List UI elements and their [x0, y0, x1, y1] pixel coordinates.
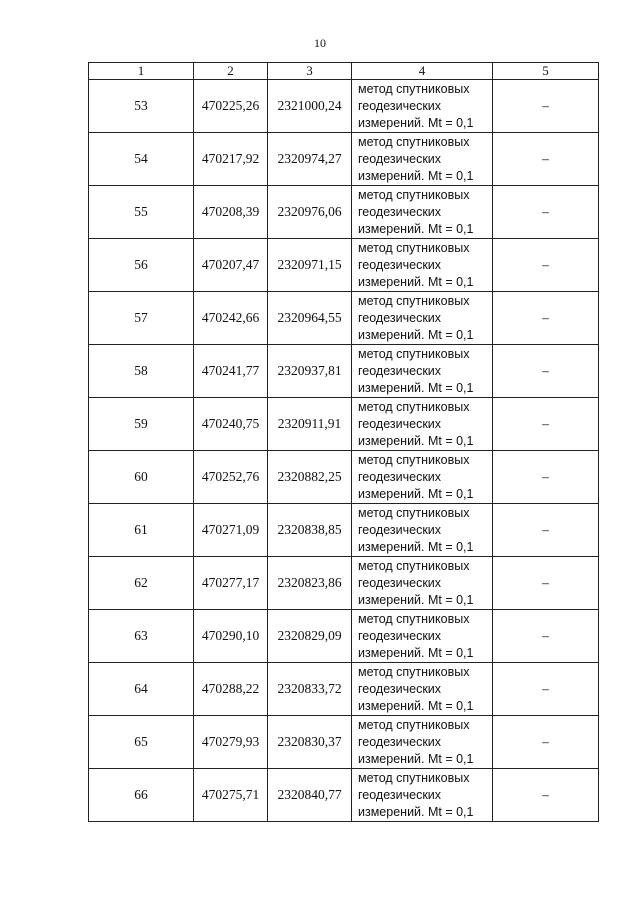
- y-coordinate-cell: 2320974,27: [268, 133, 352, 186]
- point-number-cell: 62: [89, 557, 194, 610]
- x-coordinate-cell: 470290,10: [194, 610, 268, 663]
- method-cell: метод спутниковых геодезических измерений. Mt = 0,1: [352, 80, 493, 133]
- table-row: [89, 398, 599, 451]
- table-row: [89, 451, 599, 504]
- method-cell: метод спутниковых геодезических измерений. Mt = 0,1: [352, 504, 493, 557]
- table-row: [89, 133, 599, 186]
- note-cell: –: [493, 345, 599, 398]
- note-cell: –: [493, 769, 599, 822]
- point-number-cell: 58: [89, 345, 194, 398]
- method-cell: метод спутниковых геодезических измерений. Mt = 0,1: [352, 716, 493, 769]
- column-header-4: 4: [352, 63, 493, 80]
- column-header-3: 3: [268, 63, 352, 80]
- y-coordinate-cell: 2320971,15: [268, 239, 352, 292]
- table-row: [89, 186, 599, 239]
- x-coordinate-cell: 470288,22: [194, 663, 268, 716]
- table-row: [89, 663, 599, 716]
- point-number-cell: 63: [89, 610, 194, 663]
- y-coordinate-cell: 2320840,77: [268, 769, 352, 822]
- note-cell: –: [493, 663, 599, 716]
- y-coordinate-cell: 2320838,85: [268, 504, 352, 557]
- x-coordinate-cell: 470279,93: [194, 716, 268, 769]
- table-header: [89, 63, 599, 80]
- method-cell: метод спутниковых геодезических измерений. Mt = 0,1: [352, 557, 493, 610]
- table-row: [89, 557, 599, 610]
- y-coordinate-cell: 2320911,91: [268, 398, 352, 451]
- x-coordinate-cell: 470240,75: [194, 398, 268, 451]
- y-coordinate-cell: 2320833,72: [268, 663, 352, 716]
- point-number-cell: 65: [89, 716, 194, 769]
- point-number-cell: 59: [89, 398, 194, 451]
- column-header-2: 2: [194, 63, 268, 80]
- note-cell: –: [493, 610, 599, 663]
- table-row: [89, 716, 599, 769]
- x-coordinate-cell: 470208,39: [194, 186, 268, 239]
- method-cell: метод спутниковых геодезических измерений. Mt = 0,1: [352, 186, 493, 239]
- note-cell: –: [493, 80, 599, 133]
- table-row: [89, 504, 599, 557]
- method-cell: метод спутниковых геодезических измерений. Mt = 0,1: [352, 769, 493, 822]
- coordinates-table: [88, 62, 599, 822]
- y-coordinate-cell: 2320823,86: [268, 557, 352, 610]
- note-cell: –: [493, 451, 599, 504]
- x-coordinate-cell: 470217,92: [194, 133, 268, 186]
- x-coordinate-cell: 470241,77: [194, 345, 268, 398]
- x-coordinate-cell: 470277,17: [194, 557, 268, 610]
- point-number-cell: 56: [89, 239, 194, 292]
- point-number-cell: 54: [89, 133, 194, 186]
- point-number-cell: 64: [89, 663, 194, 716]
- x-coordinate-cell: 470271,09: [194, 504, 268, 557]
- x-coordinate-cell: 470275,71: [194, 769, 268, 822]
- table-row: [89, 769, 599, 822]
- page-number: 10: [314, 36, 326, 50]
- method-cell: метод спутниковых геодезических измерений. Mt = 0,1: [352, 398, 493, 451]
- y-coordinate-cell: 2320882,25: [268, 451, 352, 504]
- table-body: [89, 80, 599, 822]
- point-number-cell: 55: [89, 186, 194, 239]
- table-row: [89, 292, 599, 345]
- y-coordinate-cell: 2320976,06: [268, 186, 352, 239]
- x-coordinate-cell: 470252,76: [194, 451, 268, 504]
- method-cell: метод спутниковых геодезических измерений. Mt = 0,1: [352, 239, 493, 292]
- table-row: [89, 345, 599, 398]
- method-cell: метод спутниковых геодезических измерений. Mt = 0,1: [352, 345, 493, 398]
- note-cell: –: [493, 133, 599, 186]
- note-cell: –: [493, 186, 599, 239]
- column-header-1: 1: [89, 63, 194, 80]
- x-coordinate-cell: 470242,66: [194, 292, 268, 345]
- point-number-cell: 57: [89, 292, 194, 345]
- note-cell: –: [493, 557, 599, 610]
- method-cell: метод спутниковых геодезических измерений. Mt = 0,1: [352, 663, 493, 716]
- note-cell: –: [493, 716, 599, 769]
- note-cell: –: [493, 292, 599, 345]
- y-coordinate-cell: 2320937,81: [268, 345, 352, 398]
- header-row: [89, 63, 599, 80]
- method-cell: метод спутниковых геодезических измерений. Mt = 0,1: [352, 451, 493, 504]
- y-coordinate-cell: 2321000,24: [268, 80, 352, 133]
- y-coordinate-cell: 2320829,09: [268, 610, 352, 663]
- point-number-cell: 66: [89, 769, 194, 822]
- point-number-cell: 61: [89, 504, 194, 557]
- table-row: [89, 610, 599, 663]
- column-header-5: 5: [493, 63, 599, 80]
- x-coordinate-cell: 470225,26: [194, 80, 268, 133]
- point-number-cell: 53: [89, 80, 194, 133]
- y-coordinate-cell: 2320964,55: [268, 292, 352, 345]
- x-coordinate-cell: 470207,47: [194, 239, 268, 292]
- note-cell: –: [493, 504, 599, 557]
- note-cell: –: [493, 398, 599, 451]
- point-number-cell: 60: [89, 451, 194, 504]
- method-cell: метод спутниковых геодезических измерений. Mt = 0,1: [352, 292, 493, 345]
- method-cell: метод спутниковых геодезических измерений. Mt = 0,1: [352, 133, 493, 186]
- table-row: [89, 239, 599, 292]
- table-row: [89, 80, 599, 133]
- note-cell: –: [493, 239, 599, 292]
- method-cell: метод спутниковых геодезических измерений. Mt = 0,1: [352, 610, 493, 663]
- y-coordinate-cell: 2320830,37: [268, 716, 352, 769]
